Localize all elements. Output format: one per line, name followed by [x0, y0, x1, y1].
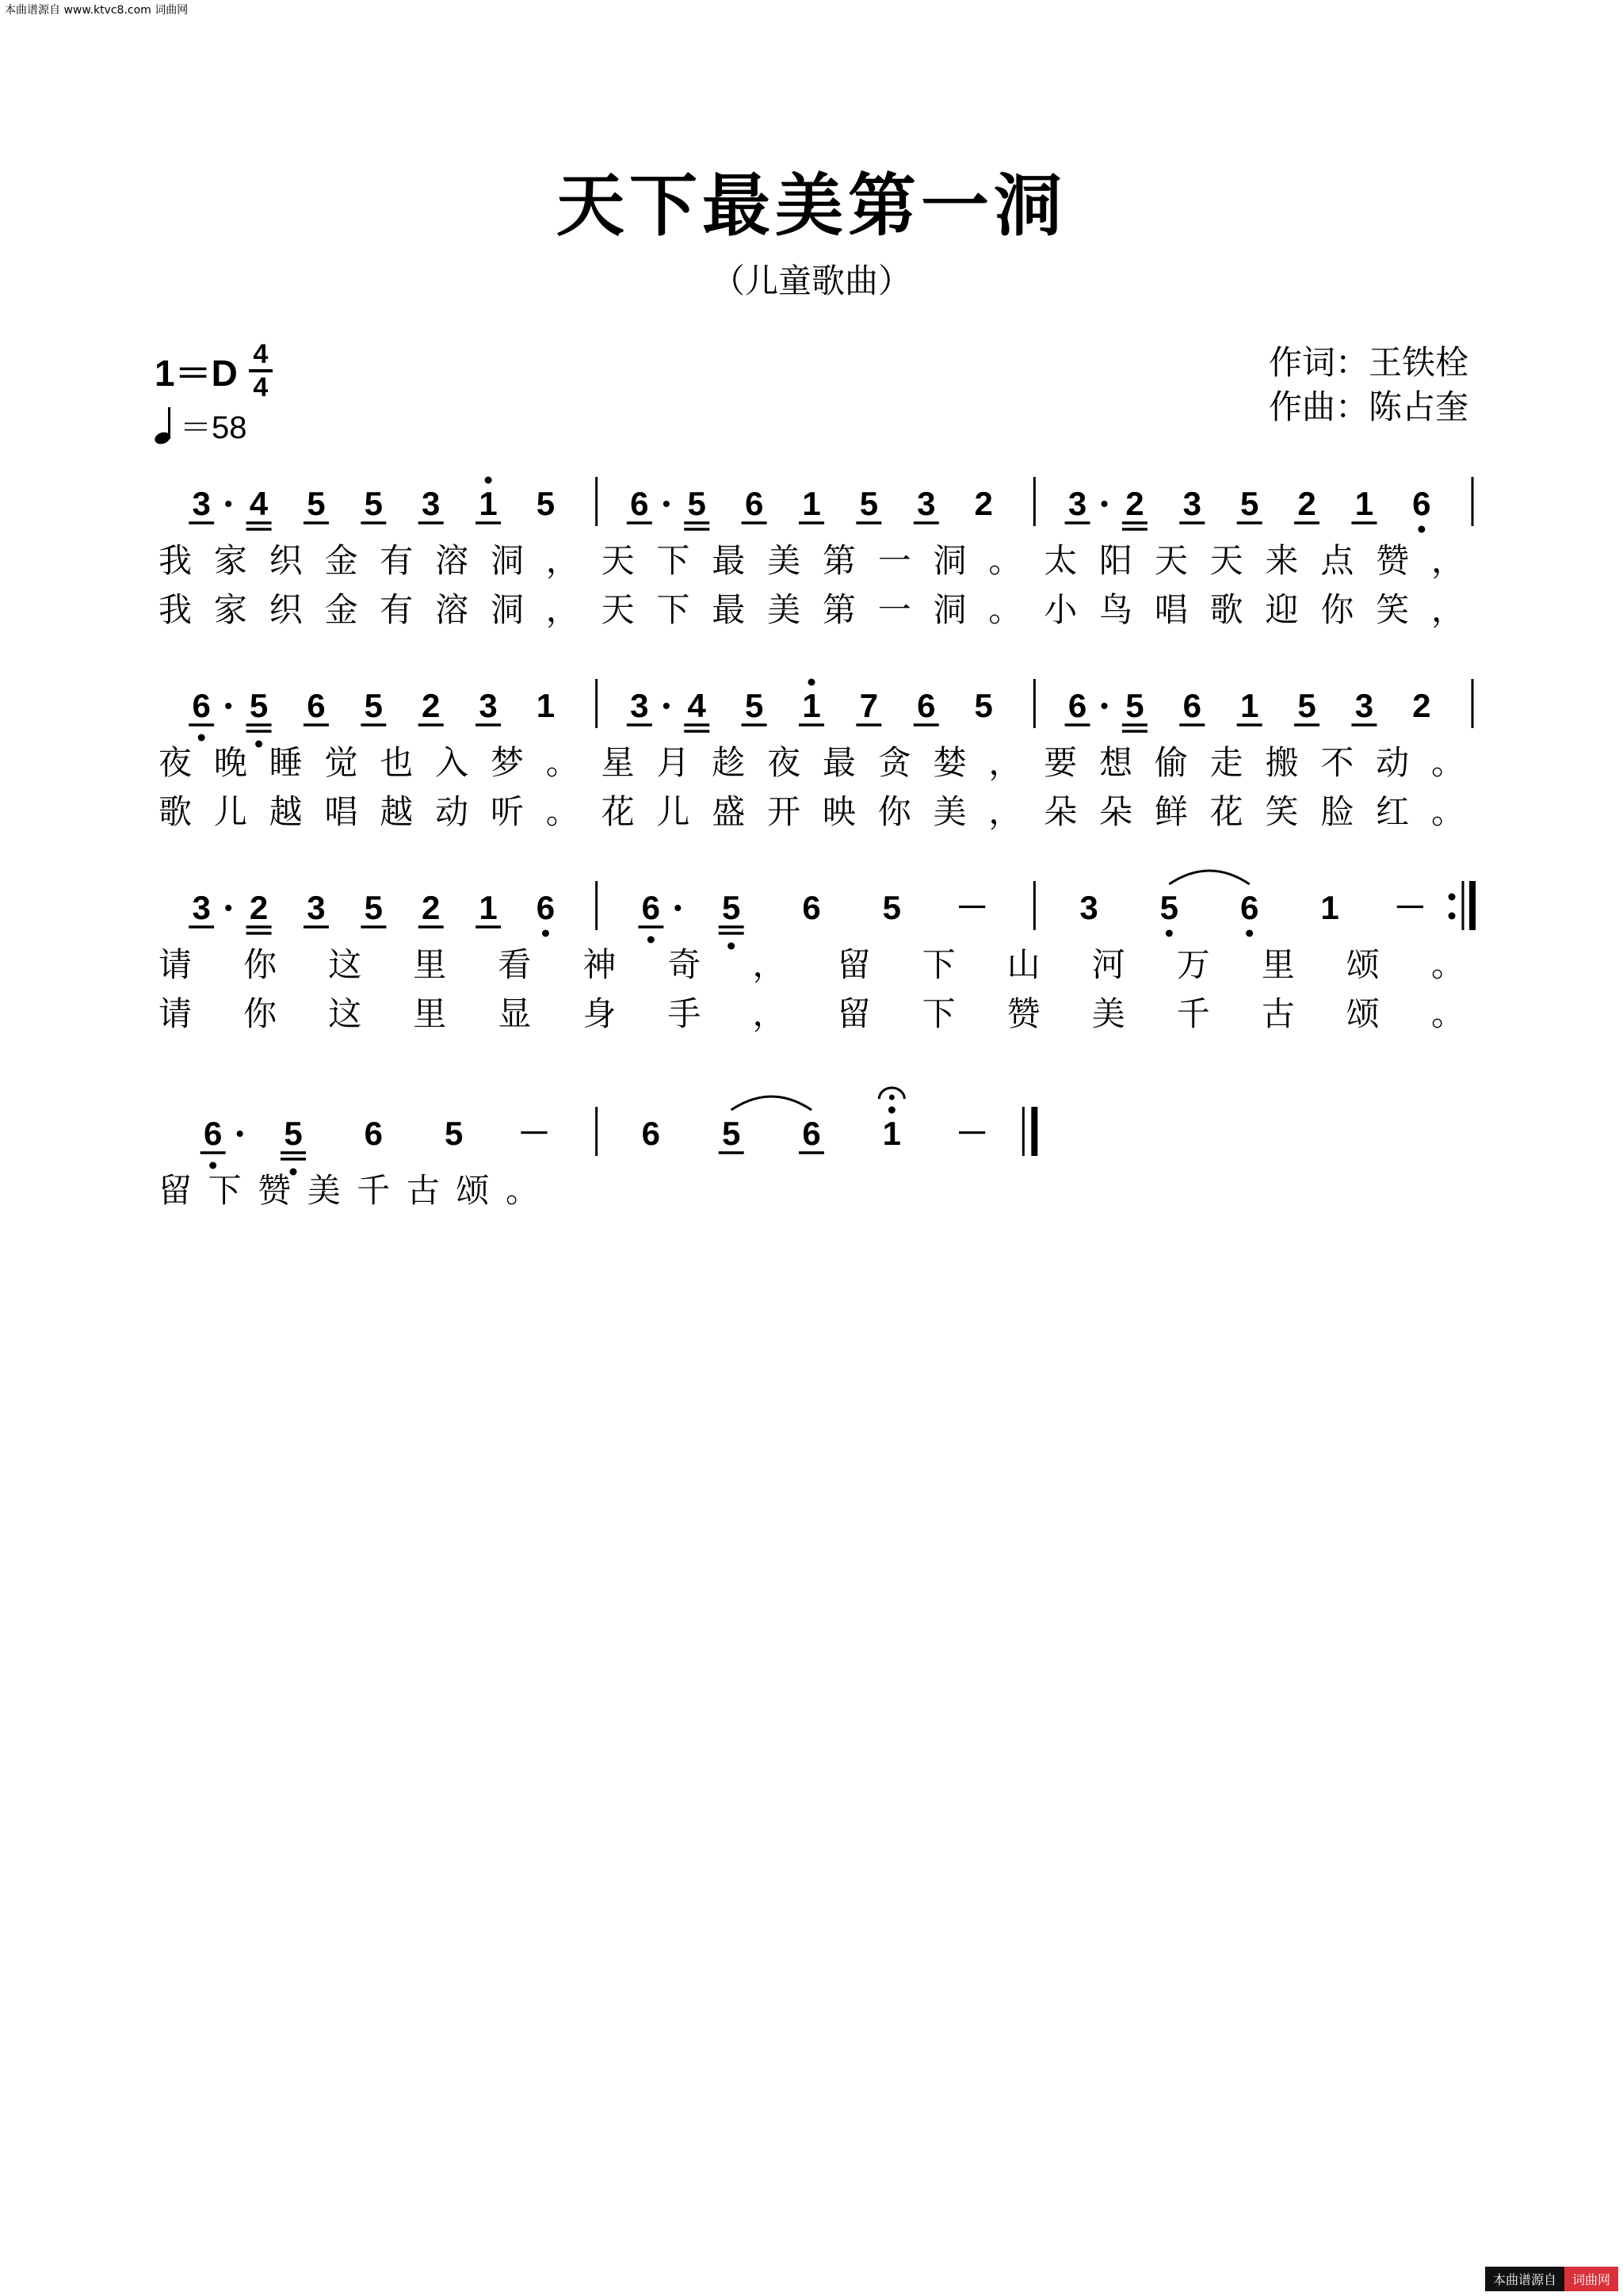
time-numerator: 4 — [253, 339, 269, 369]
note-digit: 6 — [307, 687, 326, 724]
low-octave-dot — [198, 734, 205, 742]
note-digit: 5 — [364, 687, 384, 724]
note-digit: 2 — [249, 889, 269, 926]
low-octave-dot — [542, 930, 549, 937]
note-digit: － — [955, 889, 989, 926]
note-digit: 2 — [1125, 485, 1144, 522]
song-subtitle: （儿童歌曲） — [711, 261, 911, 300]
high-octave-dot — [888, 1107, 896, 1114]
note-digit: 3 — [917, 485, 936, 522]
note-digit: 6 — [641, 1115, 661, 1152]
note-digit: 3 — [192, 485, 211, 522]
low-octave-dot — [727, 943, 735, 950]
augmentation-dot — [663, 501, 670, 507]
augmentation-dot — [663, 703, 670, 709]
augmentation-dot — [237, 1131, 243, 1137]
note-digit: 3 — [422, 485, 441, 522]
augmentation-dot — [674, 905, 681, 911]
note-digit: 5 — [1297, 687, 1316, 724]
lyricist: 作词：王铁栓 — [1268, 343, 1468, 382]
note-digit: 4 — [687, 687, 706, 724]
note-digit: 5 — [687, 485, 706, 522]
note-digit: 2 — [422, 889, 441, 926]
lyric-line: 夜晚睡觉也入梦。星月趁夜最贪婪，要想偷走搬不动。 — [158, 743, 1465, 782]
note-digit: 6 — [1067, 687, 1087, 724]
note-digit: 5 — [249, 687, 269, 724]
note-digit: 5 — [859, 485, 879, 522]
fermata-dot — [889, 1095, 895, 1100]
note-digit: 3 — [1182, 485, 1201, 522]
key-label: 1＝D — [155, 353, 238, 394]
note-digit: 5 — [444, 1115, 464, 1152]
high-octave-dot — [485, 477, 492, 484]
note-digit: 1 — [802, 485, 821, 522]
note-digit: 5 — [721, 1115, 741, 1152]
note-digit: 2 — [974, 485, 993, 522]
note-digit: 5 — [882, 889, 902, 926]
note-digit: 1 — [479, 889, 498, 926]
note-digit: 6 — [744, 485, 764, 522]
lyric-line: 留下赞美千古颂。 — [158, 1171, 539, 1210]
lyric-line: 歌儿越唱越动听。花儿盛开映你美，朵朵鲜花笑脸红。 — [158, 792, 1465, 831]
note-digit: 7 — [859, 687, 879, 724]
note-digit: 1 — [802, 687, 821, 724]
score-system — [158, 1088, 1034, 1210]
song-title: 天下最美第一洞 — [556, 166, 1067, 246]
footer-logo — [1485, 2267, 1618, 2291]
note-digit: 5 — [721, 889, 741, 926]
note-digit: 2 — [1297, 485, 1316, 522]
note-digit: 2 — [422, 687, 441, 724]
note-digit: 4 — [249, 485, 269, 522]
source-line: 本曲谱源自 www.ktvc8.com 词曲网 — [5, 4, 189, 17]
note-digit: 1 — [1239, 687, 1259, 724]
note-digit: 3 — [479, 687, 498, 724]
note-digit: 3 — [1079, 889, 1098, 926]
time-denominator: 4 — [253, 372, 269, 402]
note-digit: 6 — [536, 889, 556, 926]
note-digit: 1 — [536, 687, 556, 724]
note-digit: － — [1393, 889, 1427, 926]
note-digit: 6 — [641, 889, 661, 926]
note-digit: 5 — [974, 687, 993, 724]
tempo-value: ＝58 — [180, 410, 247, 445]
note-digit: 5 — [744, 687, 764, 724]
note-digit: 6 — [1239, 889, 1259, 926]
lyric-line: 请你这里显身手，留下赞美千古颂。 — [158, 994, 1465, 1033]
low-octave-dot — [1418, 526, 1425, 533]
footer-right: 词曲网 — [1564, 2267, 1618, 2291]
low-octave-dot — [647, 936, 655, 944]
note-digit: 6 — [192, 687, 211, 724]
augmentation-dot — [1102, 703, 1108, 709]
repeat-dot — [1449, 894, 1456, 901]
score-system — [158, 477, 1472, 630]
note-digit: 6 — [802, 889, 821, 926]
note-digit: － — [955, 1115, 989, 1152]
tie-arc — [1169, 871, 1249, 884]
tie-arc — [731, 1097, 812, 1110]
note-digit: 5 — [1125, 687, 1144, 724]
note-digit: 1 — [1320, 889, 1339, 926]
note-digit: 5 — [536, 485, 556, 522]
note-digit: 6 — [1412, 485, 1431, 522]
low-octave-dot — [1166, 930, 1173, 937]
note-digit: 1 — [1354, 485, 1374, 522]
note-digit: 5 — [307, 485, 326, 522]
repeat-dot — [1449, 913, 1456, 920]
composer: 作曲：陈占奎 — [1268, 387, 1468, 426]
lyric-line: 我家织金有溶洞，天下最美第一洞。太阳天天来点赞， — [158, 541, 1465, 580]
note-digit: 3 — [307, 889, 326, 926]
augmentation-dot — [225, 905, 231, 911]
lyric-line: 请你这里看神奇，留下山河万里颂。 — [158, 945, 1465, 984]
note-digit: 5 — [1159, 889, 1179, 926]
note-digit: 3 — [1067, 485, 1087, 522]
note-digit: － — [517, 1115, 552, 1152]
note-digit: 5 — [364, 485, 384, 522]
note-digit: 1 — [479, 485, 498, 522]
note-digit: 6 — [1182, 687, 1201, 724]
note-digit: 6 — [364, 1115, 384, 1152]
note-digit: 1 — [882, 1115, 902, 1152]
note-digit: 3 — [1354, 687, 1374, 724]
note-digit: 5 — [284, 1115, 303, 1152]
lyric-line: 我家织金有溶洞，天下最美第一洞。小鸟唱歌迎你笑， — [158, 590, 1465, 629]
score-system — [158, 679, 1472, 832]
note-digit: 3 — [192, 889, 211, 926]
note-digit: 6 — [917, 687, 936, 724]
score-system — [158, 871, 1472, 1033]
augmentation-dot — [225, 703, 231, 709]
footer-left: 本曲谱源自 — [1485, 2267, 1564, 2291]
high-octave-dot — [808, 679, 815, 686]
note-digit: 6 — [802, 1115, 821, 1152]
note-digit: 2 — [1412, 687, 1431, 724]
note-digit: 6 — [203, 1115, 223, 1152]
note-digit: 5 — [364, 889, 384, 926]
low-octave-dot — [209, 1162, 216, 1169]
low-octave-dot — [255, 741, 262, 748]
note-digit: 6 — [630, 485, 649, 522]
augmentation-dot — [1102, 501, 1108, 507]
augmentation-dot — [225, 501, 231, 507]
note-digit: 3 — [630, 687, 649, 724]
note-digit: 5 — [1239, 485, 1259, 522]
low-octave-dot — [1246, 930, 1253, 937]
